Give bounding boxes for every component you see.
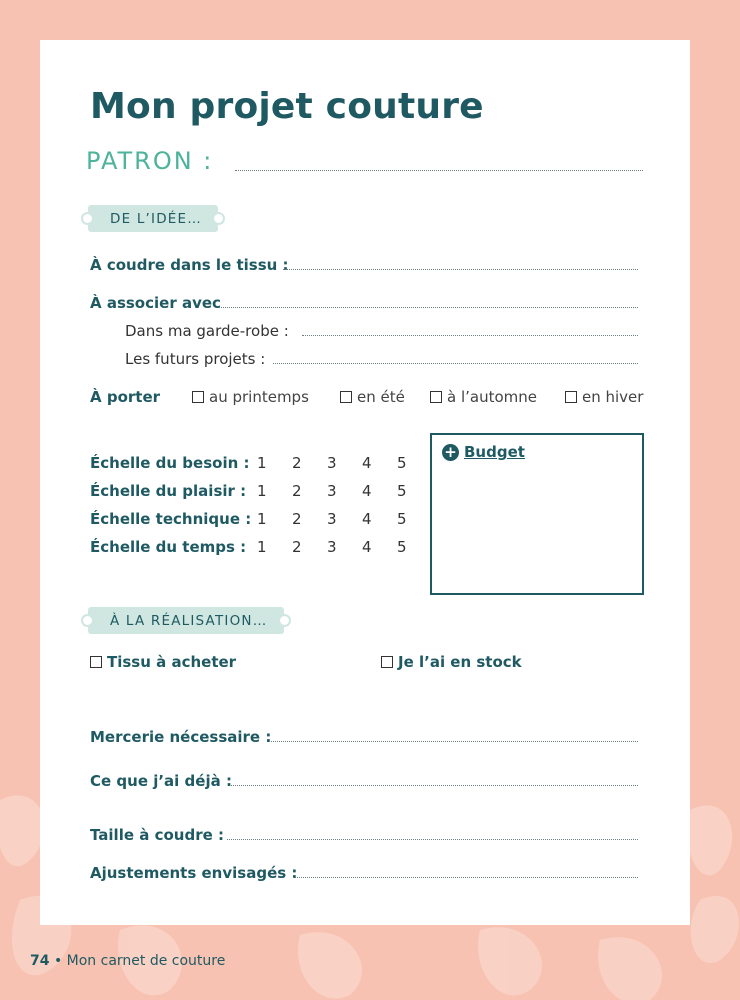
fabric-field[interactable] <box>283 269 638 270</box>
budget-label: Budget <box>464 443 525 461</box>
checkbox[interactable] <box>565 391 577 403</box>
tag-ring-right <box>212 212 225 225</box>
haberdashery-label: Mercerie nécessaire : <box>90 728 272 746</box>
size-label: Taille à coudre : <box>90 826 224 844</box>
section-tag-realisation <box>88 607 284 634</box>
scale-value[interactable]: 4 <box>362 538 372 556</box>
plus-circle-icon: + <box>442 444 459 461</box>
wardrobe-field[interactable] <box>302 335 638 336</box>
wardrobe-label: Dans ma garde-robe : <box>125 322 289 340</box>
scale-need-values[interactable] <box>257 454 432 472</box>
page-title: Mon projet couture <box>90 86 484 127</box>
checkbox[interactable] <box>381 656 393 668</box>
scale-value[interactable]: 1 <box>257 538 267 556</box>
scale-value[interactable]: 1 <box>257 482 267 500</box>
scale-time-label: Échelle du temps : <box>90 538 247 556</box>
scale-value[interactable]: 2 <box>292 482 302 500</box>
season-summer-option[interactable] <box>340 388 405 406</box>
associate-field[interactable] <box>219 307 638 308</box>
page-number: 74 <box>30 953 50 969</box>
scale-value[interactable]: 4 <box>362 454 372 472</box>
checkbox[interactable] <box>90 656 102 668</box>
patron-field[interactable] <box>235 170 643 171</box>
tag-ring-right <box>278 614 291 627</box>
fabric-label: À coudre dans le tissu : <box>90 256 289 274</box>
scale-value[interactable]: 5 <box>397 510 407 528</box>
season-winter-option[interactable] <box>565 388 643 406</box>
scale-pleasure-label: Échelle du plaisir : <box>90 482 247 500</box>
scale-value[interactable]: 4 <box>362 510 372 528</box>
scale-value[interactable]: 2 <box>292 510 302 528</box>
scale-value[interactable]: 3 <box>327 510 337 528</box>
wear-label: À porter <box>90 388 161 406</box>
checkbox[interactable] <box>430 391 442 403</box>
scale-value[interactable]: 2 <box>292 538 302 556</box>
adjustments-label: Ajustements envisagés : <box>90 864 298 882</box>
footer-separator: • <box>53 953 63 969</box>
adjustments-field[interactable] <box>293 877 638 878</box>
future-projects-field[interactable] <box>273 363 638 364</box>
scale-technique-label: Échelle technique : <box>90 510 252 528</box>
scale-need-label: Échelle du besoin : <box>90 454 250 472</box>
scale-technique-values[interactable] <box>257 510 432 528</box>
season-spring-option[interactable] <box>192 388 309 406</box>
checkbox[interactable] <box>192 391 204 403</box>
already-have-field[interactable] <box>231 785 638 786</box>
scale-value[interactable]: 5 <box>397 482 407 500</box>
scale-value[interactable]: 3 <box>327 482 337 500</box>
tag-ring-left <box>81 614 94 627</box>
scale-value[interactable]: 3 <box>327 454 337 472</box>
in-stock-label: Je l’ai en stock <box>398 653 522 671</box>
scale-pleasure-values[interactable] <box>257 482 432 500</box>
scale-time-values[interactable] <box>257 538 432 556</box>
scale-value[interactable]: 5 <box>397 454 407 472</box>
patron-label: PATRON : <box>86 147 214 175</box>
haberdashery-field[interactable] <box>271 741 638 742</box>
section-tag-idea <box>88 205 218 232</box>
season-label: à l’automne <box>447 388 537 406</box>
season-label: en hiver <box>582 388 644 406</box>
buy-fabric-label: Tissu à acheter <box>107 653 237 671</box>
season-autumn-option[interactable] <box>430 388 537 406</box>
section-tag-idea-label: DE L’IDÉE… <box>110 210 202 227</box>
in-stock-option[interactable] <box>381 653 522 671</box>
season-label: au printemps <box>209 388 309 406</box>
page-footer <box>30 953 225 969</box>
budget-header <box>442 443 525 461</box>
size-field[interactable] <box>227 839 638 840</box>
checkbox[interactable] <box>340 391 352 403</box>
season-label: en été <box>357 388 405 406</box>
scale-value[interactable]: 1 <box>257 510 267 528</box>
scale-value[interactable]: 4 <box>362 482 372 500</box>
scale-value[interactable]: 1 <box>257 454 267 472</box>
book-title: Mon carnet de couture <box>66 953 226 969</box>
form-page <box>40 40 690 925</box>
tag-ring-left <box>81 212 94 225</box>
scale-value[interactable]: 2 <box>292 454 302 472</box>
scale-value[interactable]: 5 <box>397 538 407 556</box>
scale-value[interactable]: 3 <box>327 538 337 556</box>
already-have-label: Ce que j’ai déjà : <box>90 772 232 790</box>
budget-box[interactable] <box>430 433 644 595</box>
associate-label: À associer avec <box>90 294 221 312</box>
future-projects-label: Les futurs projets : <box>125 350 266 368</box>
buy-fabric-option[interactable] <box>90 653 236 671</box>
section-tag-realisation-label: À LA RÉALISATION… <box>110 612 268 629</box>
